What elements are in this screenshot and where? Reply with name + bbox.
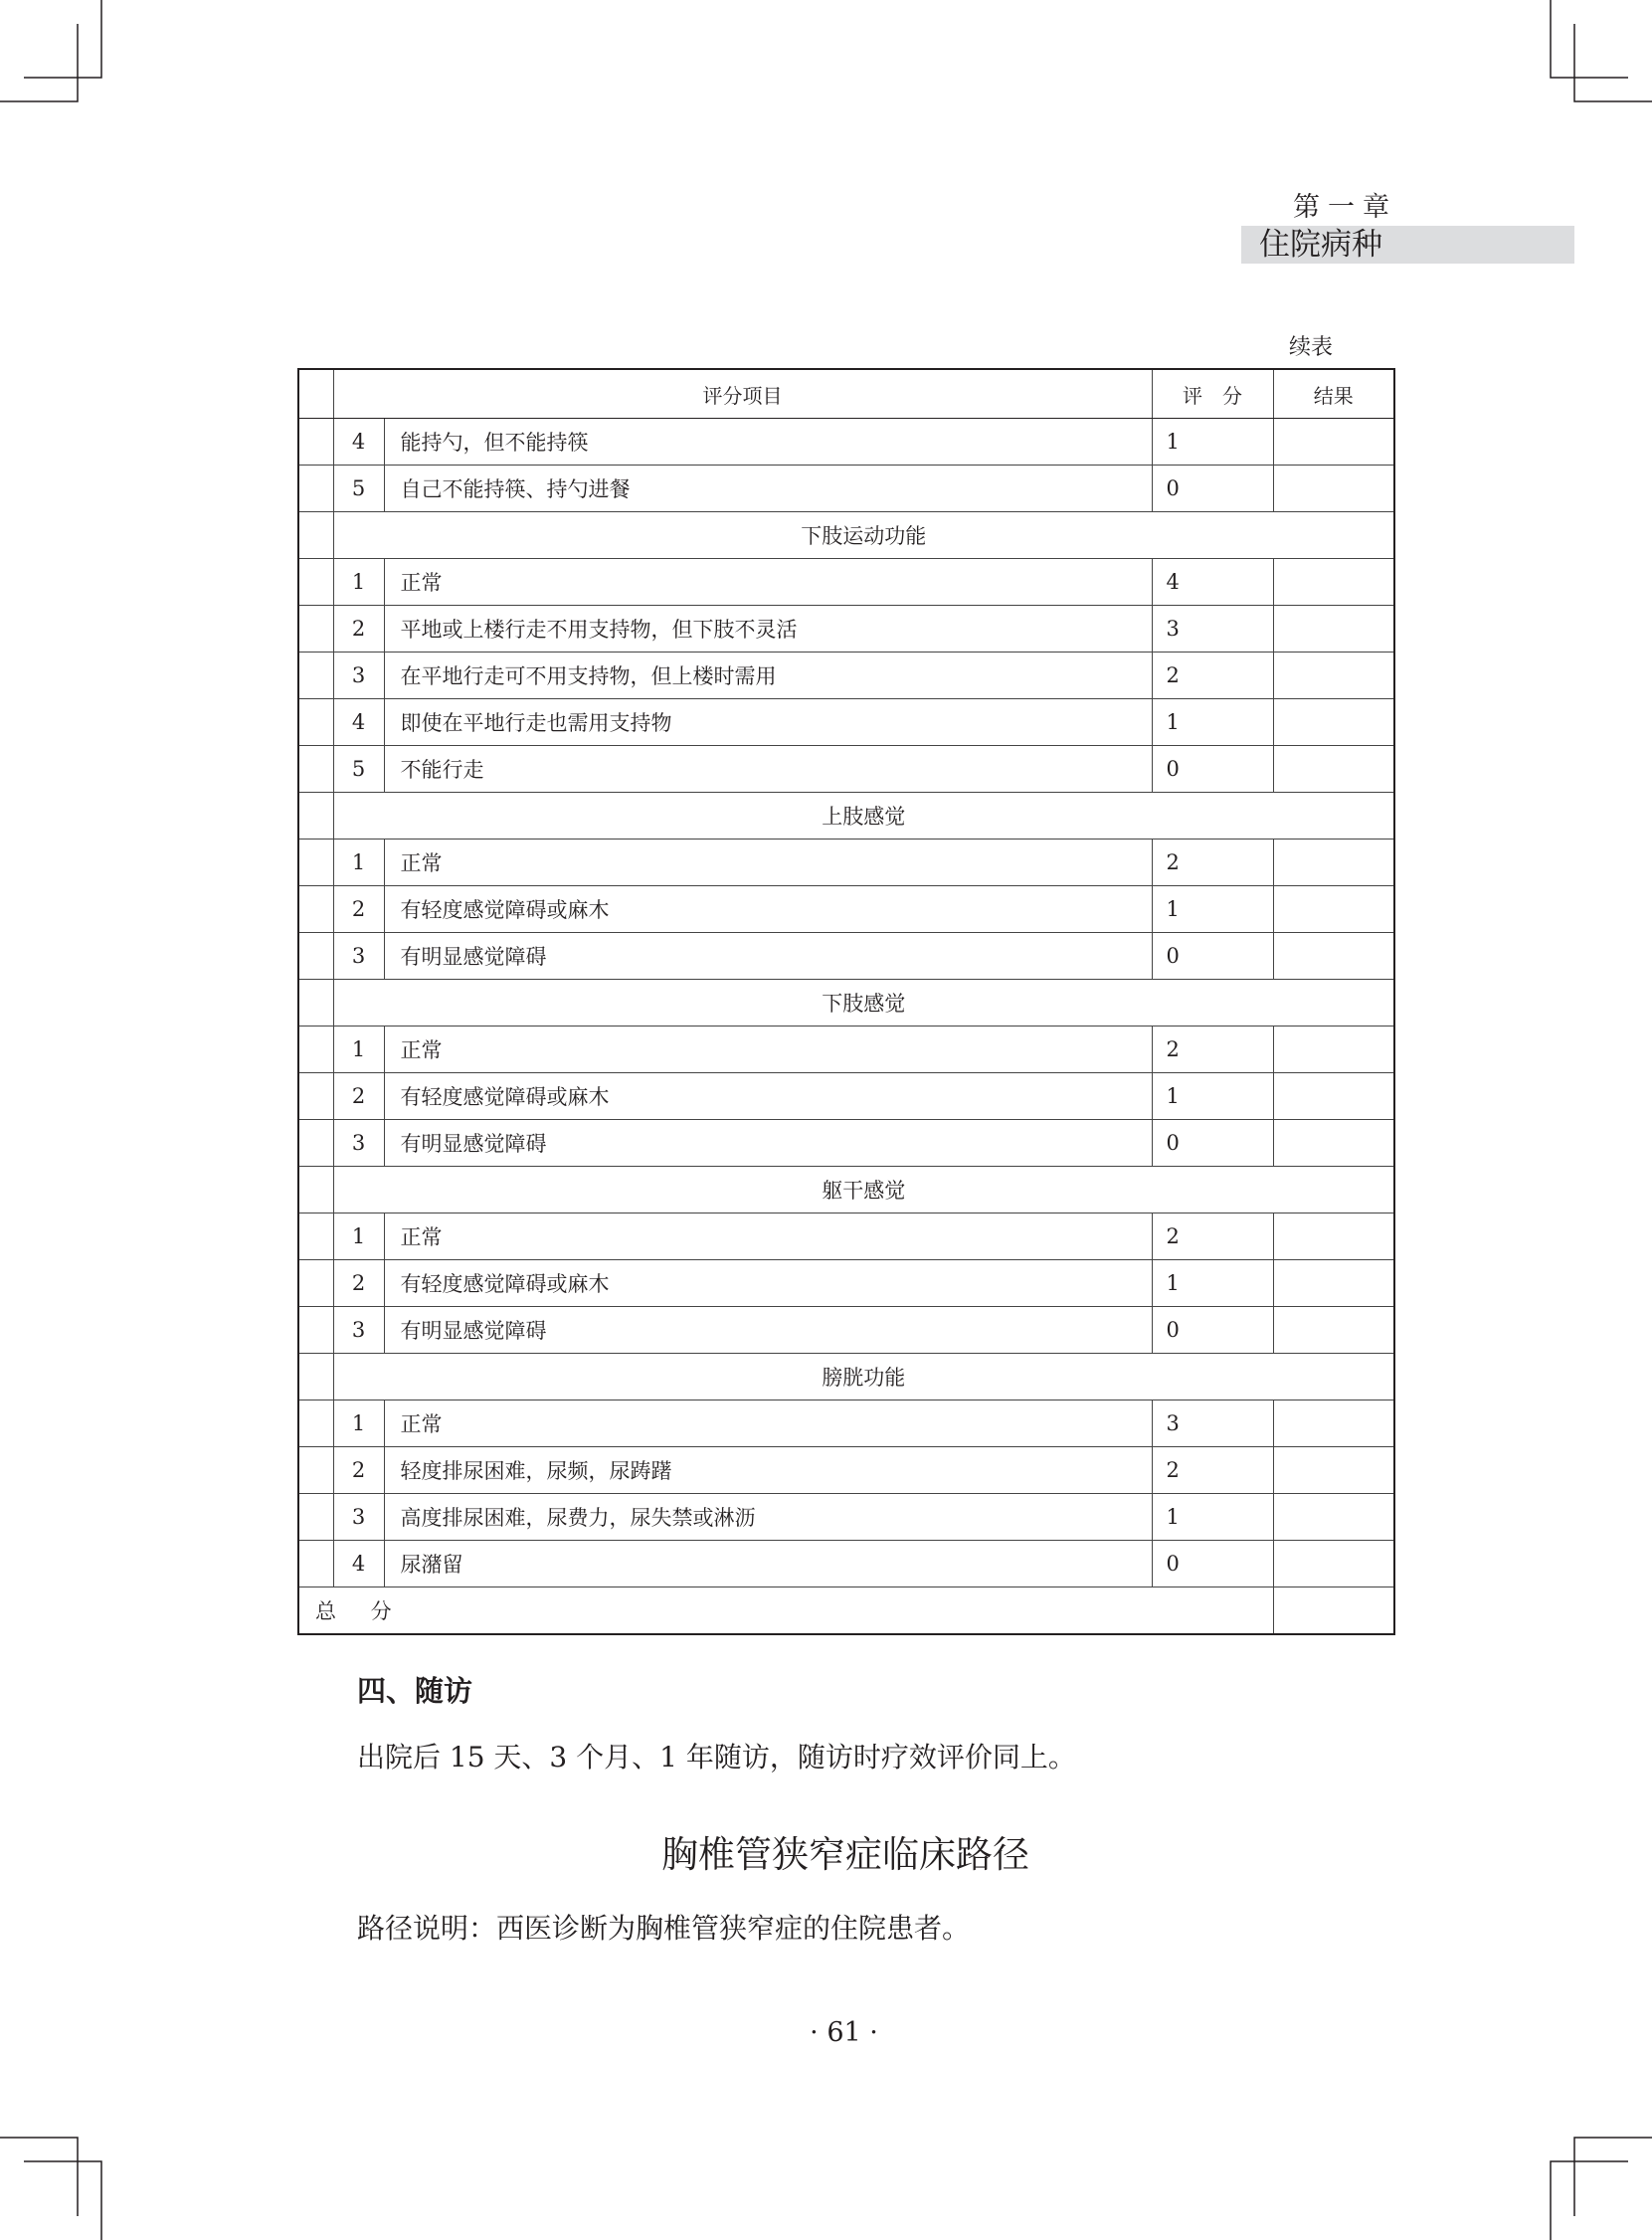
section-label: 躯干感觉 [333,1167,1394,1213]
section-row [298,793,1394,840]
result-cell [1273,559,1394,606]
result-cell [1273,1494,1394,1541]
item-score: 0 [1152,746,1273,793]
table-row [298,1260,1394,1307]
result-cell [1273,699,1394,746]
result-cell [1273,1073,1394,1120]
table-row [298,466,1394,512]
result-cell [1273,1541,1394,1587]
item-score: 2 [1152,1027,1273,1073]
item-text: 能持勺，但不能持筷 [384,419,1152,466]
header-result: 结果 [1273,369,1394,419]
item-text: 正常 [384,1400,1152,1447]
continued-label: 续表 [1289,335,1334,360]
result-cell [1273,1213,1394,1260]
table-row [298,419,1394,466]
header-score: 评 分 [1152,369,1273,419]
blank-cell [298,840,333,886]
item-text: 不能行走 [384,746,1152,793]
item-text: 有明显感觉障碍 [384,933,1152,980]
followup-text: 出院后 15 天、3 个月、1 年随访，随访时疗效评价同上。 [357,1741,1076,1773]
item-text: 有明显感觉障碍 [384,1120,1152,1167]
item-score: 2 [1152,1213,1273,1260]
item-text: 有轻度感觉障碍或麻木 [384,1073,1152,1120]
item-text: 有轻度感觉障碍或麻木 [384,1260,1152,1307]
section-label: 下肢运动功能 [333,512,1394,559]
item-score: 1 [1152,699,1273,746]
item-text: 有轻度感觉障碍或麻木 [384,886,1152,933]
blank-cell [298,746,333,793]
item-number: 2 [333,886,384,933]
result-cell [1273,1307,1394,1354]
item-text: 轻度排尿困难，尿频，尿踌躇 [384,1447,1152,1494]
table-header-row [298,369,1394,419]
item-score: 1 [1152,1073,1273,1120]
blank-cell [298,559,333,606]
item-number: 4 [333,1541,384,1587]
item-score: 2 [1152,840,1273,886]
result-cell [1273,1027,1394,1073]
result-cell [1273,1400,1394,1447]
result-cell [1273,1447,1394,1494]
section-row [298,980,1394,1027]
item-number: 2 [333,606,384,653]
item-score: 0 [1152,933,1273,980]
table-row [298,1120,1394,1167]
section-title: 住院病种 [1259,227,1382,263]
item-number: 4 [333,419,384,466]
item-number: 1 [333,559,384,606]
item-text: 平地或上楼行走不用支持物，但下肢不灵活 [384,606,1152,653]
blank-cell [298,1073,333,1120]
item-number: 1 [333,840,384,886]
table-row [298,653,1394,699]
result-cell [1273,933,1394,980]
item-number: 2 [333,1260,384,1307]
blank-cell [298,419,333,466]
item-number: 2 [333,1447,384,1494]
blank-cell [298,793,333,840]
item-text: 自己不能持筷、持勺进餐 [384,466,1152,512]
blank-cell [298,606,333,653]
item-score: 0 [1152,1307,1273,1354]
item-text: 高度排尿困难，尿费力，尿失禁或淋沥 [384,1494,1152,1541]
item-score: 4 [1152,559,1273,606]
item-score: 0 [1152,1541,1273,1587]
item-score: 3 [1152,606,1273,653]
table-row [298,699,1394,746]
total-result-cell [1273,1587,1394,1635]
result-cell [1273,840,1394,886]
item-score: 1 [1152,1260,1273,1307]
item-number: 3 [333,1494,384,1541]
table-row [298,840,1394,886]
blank-cell [298,512,333,559]
table-row [298,1400,1394,1447]
item-number: 5 [333,746,384,793]
item-number: 3 [333,653,384,699]
total-label: 总 分 [298,1587,1273,1635]
section-row [298,1167,1394,1213]
item-text: 有明显感觉障碍 [384,1307,1152,1354]
item-number: 3 [333,1307,384,1354]
item-number: 1 [333,1400,384,1447]
blank-cell [298,933,333,980]
item-text: 正常 [384,840,1152,886]
table-row [298,1307,1394,1354]
total-row [298,1587,1394,1635]
item-number: 1 [333,1027,384,1073]
blank-cell [298,1120,333,1167]
section-label: 膀胱功能 [333,1354,1394,1400]
blank-cell [298,1400,333,1447]
table-row [298,606,1394,653]
header-item: 评分项目 [333,369,1152,419]
result-cell [1273,1260,1394,1307]
result-cell [1273,466,1394,512]
score-table [297,368,1395,1635]
item-text: 正常 [384,559,1152,606]
item-number: 1 [333,1213,384,1260]
table-row [298,1213,1394,1260]
table-row [298,1027,1394,1073]
table-row [298,886,1394,933]
item-number: 3 [333,933,384,980]
item-text: 正常 [384,1213,1152,1260]
item-text: 在平地行走可不用支持物，但上楼时需用 [384,653,1152,699]
item-text: 即使在平地行走也需用支持物 [384,699,1152,746]
pathway-title: 胸椎管狭窄症临床路径 [661,1833,1029,1876]
blank-cell [298,699,333,746]
table-row [298,1541,1394,1587]
page-number: · 61 · [810,2017,878,2048]
blank-cell [298,1260,333,1307]
table-row [298,1073,1394,1120]
section-label: 下肢感觉 [333,980,1394,1027]
header-blank [298,369,333,419]
table-row [298,1494,1394,1541]
blank-cell [298,1541,333,1587]
item-number: 4 [333,699,384,746]
blank-cell [298,1354,333,1400]
followup-heading: 四、随访 [357,1674,473,1708]
section-label: 上肢感觉 [333,793,1394,840]
blank-cell [298,653,333,699]
result-cell [1273,653,1394,699]
item-number: 3 [333,1120,384,1167]
section-row [298,1354,1394,1400]
blank-cell [298,466,333,512]
section-row [298,512,1394,559]
result-cell [1273,886,1394,933]
item-score: 1 [1152,886,1273,933]
blank-cell [298,1494,333,1541]
blank-cell [298,886,333,933]
table-row [298,746,1394,793]
blank-cell [298,1027,333,1073]
item-score: 0 [1152,1120,1273,1167]
item-text: 正常 [384,1027,1152,1073]
result-cell [1273,606,1394,653]
item-text: 尿潴留 [384,1541,1152,1587]
blank-cell [298,1213,333,1260]
table-row [298,559,1394,606]
result-cell [1273,419,1394,466]
item-number: 2 [333,1073,384,1120]
item-score: 1 [1152,1494,1273,1541]
item-score: 2 [1152,1447,1273,1494]
item-score: 2 [1152,653,1273,699]
blank-cell [298,1307,333,1354]
chapter-label: 第一章 [1293,192,1397,223]
blank-cell [298,980,333,1027]
section-band [1241,226,1574,264]
table-row [298,1447,1394,1494]
blank-cell [298,1447,333,1494]
item-number: 5 [333,466,384,512]
result-cell [1273,1120,1394,1167]
pathway-description: 路径说明：西医诊断为胸椎管狭窄症的住院患者。 [357,1912,971,1945]
item-score: 3 [1152,1400,1273,1447]
item-score: 1 [1152,419,1273,466]
result-cell [1273,746,1394,793]
table-row [298,933,1394,980]
item-score: 0 [1152,466,1273,512]
blank-cell [298,1167,333,1213]
